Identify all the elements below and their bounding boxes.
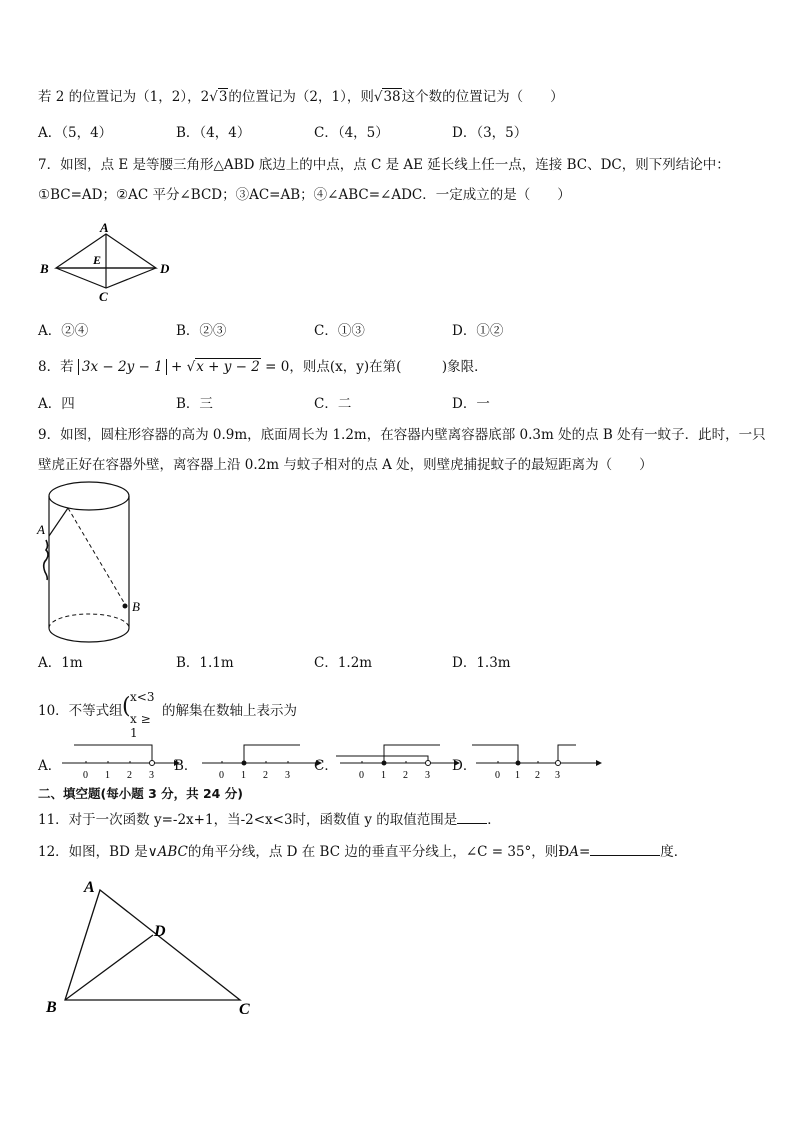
q6-option-c[interactable]: C．（4，5） <box>314 125 389 141</box>
q12-triangle-figure <box>40 872 270 1022</box>
brace-icon: ( <box>122 694 131 719</box>
svg-text:3: 3 <box>425 770 430 781</box>
number-line-b <box>196 742 324 782</box>
q6-stem: 若 2 的位置记为（1，2），2√3的位置记为（2，1），则√38这个数的位置记为（ ） <box>38 89 564 105</box>
segment-bd <box>65 935 153 1000</box>
q8-options <box>38 394 598 414</box>
cylinder-bottom-back <box>49 614 129 628</box>
label-b: B <box>46 999 57 1016</box>
section-title: 二、填空题(每小题 3 分，共 24 分) <box>38 786 243 801</box>
q8-option-d[interactable]: D．一 <box>452 396 490 412</box>
path-over-rim <box>49 508 68 536</box>
path-inside <box>68 508 126 606</box>
q11-stem: 11．对于一次函数 y=-2x+1，当-2<x<3时，函数值 y 的取值范围是 ． <box>38 812 501 828</box>
label-b: B <box>40 261 49 276</box>
svg-text:3: 3 <box>555 770 560 781</box>
arrow-icon <box>596 760 602 766</box>
q9-cylinder-figure <box>34 478 144 650</box>
q6-options <box>38 123 598 143</box>
label-a: A <box>37 522 45 537</box>
svg-text:0: 0 <box>495 770 500 781</box>
q9-option-a[interactable]: A．1m <box>38 655 83 671</box>
q10-suffix: 的解集在数轴上表示为 <box>162 703 297 719</box>
number-line-c <box>334 742 464 782</box>
mosquito-icon <box>123 604 128 609</box>
sqrt-sign: √ <box>209 89 218 105</box>
q10-option-c[interactable]: C． 0 1 2 3 <box>314 742 454 782</box>
q9-options <box>38 653 598 673</box>
svg-text:1: 1 <box>381 770 386 781</box>
cylinder-top <box>49 482 129 510</box>
label-d: D <box>160 261 170 276</box>
svg-text:0: 0 <box>219 770 224 781</box>
q10-option-b[interactable]: B． 0 1 2 3 <box>174 742 314 782</box>
q7-line1: 7．如图，点 E 是等腰三角形△ABD 底边上的中点，点 C 是 AE 延长线上任一点，连接 BC、DC，则下列结论中： <box>38 157 730 173</box>
q7-option-c[interactable]: C．①③ <box>314 323 365 339</box>
q9-line2: 壁虎正好在容器外壁，离容器上沿 0.2m 与蚊子相对的点 A 处，则壁虎捕捉蚊子的最短距离为（ ） <box>38 457 653 473</box>
q7-option-a[interactable]: A．②④ <box>38 323 89 339</box>
svg-text:2: 2 <box>403 770 408 781</box>
label-b: B <box>132 599 140 614</box>
label-e: E <box>93 253 102 267</box>
q7-options <box>38 321 598 341</box>
label-c: C <box>99 289 108 304</box>
q7-option-d[interactable]: D．①② <box>452 323 504 339</box>
sqrt-sign: √ <box>373 89 383 105</box>
label-c: C <box>239 1001 250 1018</box>
q9-option-b[interactable]: B．1.1m <box>176 655 234 671</box>
q10-prefix: 10．不等式组 <box>38 703 123 719</box>
number-line-d <box>470 742 610 782</box>
svg-text:2: 2 <box>127 770 132 781</box>
label-a: A <box>84 879 95 896</box>
q10-option-d[interactable]: D． 0 1 2 3 <box>452 742 612 782</box>
svg-text:3: 3 <box>285 770 290 781</box>
svg-text:0: 0 <box>359 770 364 781</box>
q10-option-a[interactable]: A． 0 1 2 3 <box>38 742 188 782</box>
q9-line1: 9．如图，圆柱形容器的高为 0.9m，底面周长为 1.2m，在容器内壁离容器底部 0.3m 处的点 B 处有一蚊子．此时，一只 <box>38 427 766 443</box>
q10-inequality-system: ( x<3 x ≥ 1 <box>122 690 155 740</box>
label-a: A <box>100 220 109 235</box>
q8-option-a[interactable]: A．四 <box>38 396 75 412</box>
svg-text:0: 0 <box>83 770 88 781</box>
q6-option-d[interactable]: D．（3，5） <box>452 125 528 141</box>
q7-kite-figure <box>36 220 186 306</box>
q9-option-d[interactable]: D．1.3m <box>452 655 511 671</box>
svg-text:1: 1 <box>515 770 520 781</box>
q8-option-b[interactable]: B．三 <box>176 396 213 412</box>
svg-text:1: 1 <box>105 770 110 781</box>
q9-option-c[interactable]: C．1.2m <box>314 655 373 671</box>
q6-option-a[interactable]: A．（5，4） <box>38 125 113 141</box>
svg-text:1: 1 <box>241 770 246 781</box>
svg-text:2: 2 <box>535 770 540 781</box>
number-line-a <box>56 742 186 782</box>
answer-blank[interactable] <box>590 855 660 856</box>
q8-abs: 3x − 2y − 1 <box>78 359 167 375</box>
q6-option-b[interactable]: B．（4，4） <box>176 125 251 141</box>
q7-line2: ①BC=AD；②AC 平分∠BCD；③AC=AB；④∠ABC=∠ADC．一定成立的是（ ） <box>38 187 571 203</box>
svg-text:3: 3 <box>149 770 154 781</box>
sqrt-sign: √ <box>186 359 196 375</box>
q8-stem: 8．若 3x − 2y − 1 + √x + y − 2 = 0，则点(x，y)在第( )象限． <box>38 359 488 375</box>
gecko-icon <box>44 540 48 580</box>
triangle-abc <box>65 890 240 1000</box>
q8-option-c[interactable]: C．二 <box>314 396 352 412</box>
answer-blank[interactable] <box>457 823 487 824</box>
label-d: D <box>154 923 166 940</box>
cylinder-bottom-front <box>49 628 129 642</box>
q12-stem: 12．如图，BD 是∨ABC的角平分线，点 D 在 BC 边的垂直平分线上，∠C = 35°，则ÐA= 度． <box>38 844 688 860</box>
svg-text:2: 2 <box>263 770 268 781</box>
q7-option-b[interactable]: B．②③ <box>176 323 227 339</box>
